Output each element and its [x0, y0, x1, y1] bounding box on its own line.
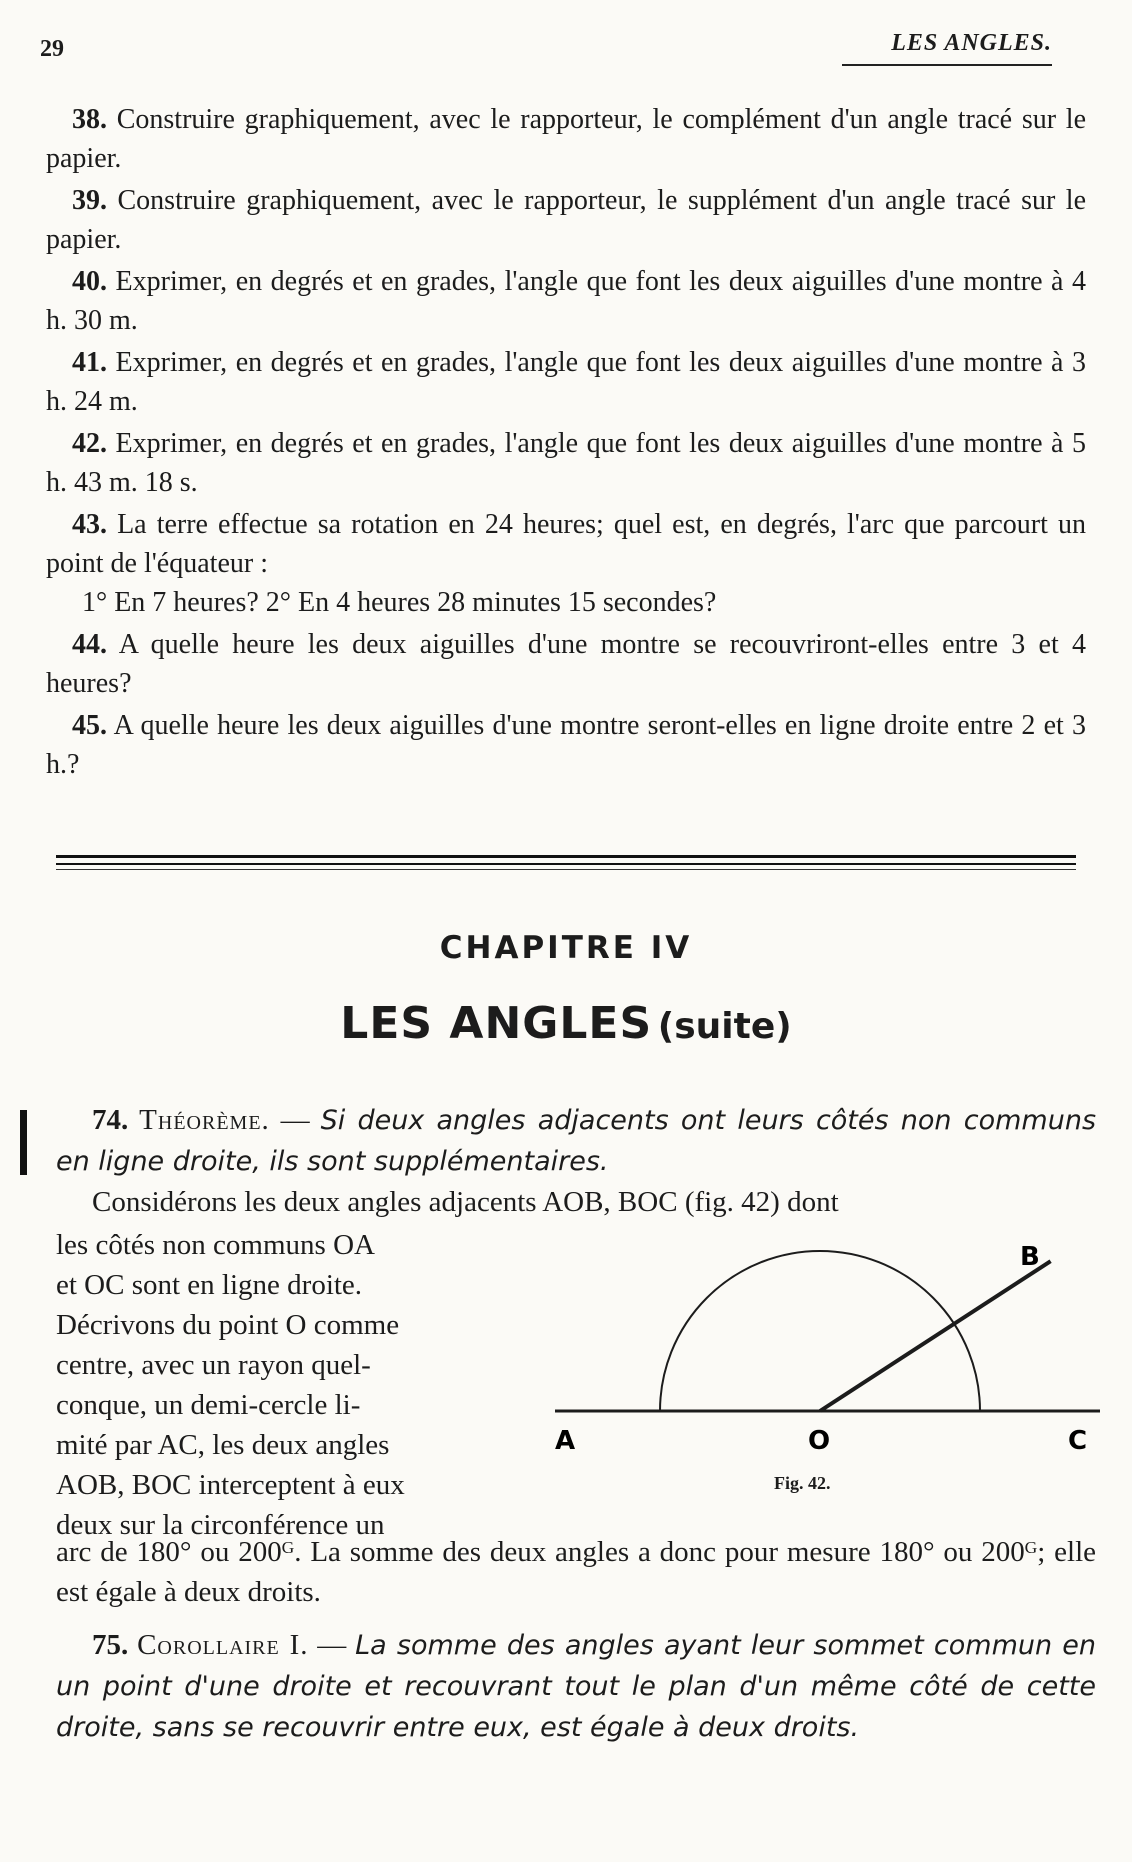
margin-mark: [20, 1110, 27, 1175]
exercise-41: 41. Exprimer, en degrés et en grades, l'angle que font les deux aiguilles d'une montre à 3 h. 24 m.: [46, 347, 1086, 417]
theorem-statement: 74. Théorème. — Si deux angles adjacents ont leurs côtés non communs en ligne droite, ils sont supplémentaires.: [56, 1104, 1097, 1177]
ray-OB: [820, 1261, 1051, 1411]
exercise-44: 44. A quelle heure les deux aiguilles d'une montre se recouvriront-elles entre 3 et 4 heures?: [46, 629, 1086, 699]
page-number: 29: [40, 36, 64, 62]
theorem-74: [56, 1100, 1096, 1222]
label-A: A: [555, 1426, 576, 1456]
exercise-42: 42. Exprimer, en degrés et en grades, l'angle que font les deux aiguilles d'une montre à 5 h. 43 m. 18 s.: [46, 428, 1086, 498]
exercise-list: [46, 100, 1086, 787]
chapter-title: [0, 998, 1132, 1049]
exercise-45: 45. A quelle heure les deux aiguilles d'une montre seront-elles en ligne droite entre 2 et 3 h.?: [46, 710, 1086, 780]
chapter-label: CHAPITRE IV: [439, 930, 693, 966]
semicircle-arc: [660, 1251, 980, 1411]
figure-caption: Fig. 42.: [774, 1473, 831, 1493]
running-title: LES ANGLES.: [891, 30, 1052, 56]
chapter-title-main: LES ANGLES: [340, 998, 653, 1049]
corollary-75: 75. Corollaire I. — La somme des angles ayant leur sommet commun en un point d'une droite et recouvrant tout le plan d'un même côté de cette droite, sans se recouvrir entre eux, est égale à deux droits.: [56, 1629, 1096, 1743]
proof-wrap-text: les côtés non communs OA et OC sont en ligne droite. Décrivons du point O comme centre, avec un rayon quel- conque, un demi-cercle li- mité par AC, les deux angles AOB, BOC interceptent à eux deux sur la circonférence un: [56, 1229, 405, 1541]
exercise-39: 39. Construire graphiquement, avec le rapporteur, le supplément d'un angle tracé sur le papier.: [46, 185, 1086, 255]
exercise-43: 43. La terre effectue sa rotation en 24 heures; quel est, en degrés, l'arc que parcourt un point de l'équateur : 1° En 7 heures? 2° En 4 heures 28 minutes 15 secondes?: [46, 505, 1086, 622]
figure-42-diagram: [550, 1225, 1110, 1495]
header-rule: [842, 64, 1052, 66]
figure-42: [550, 1225, 1110, 1495]
label-B: B: [1020, 1242, 1040, 1272]
chapter-title-sub: (suite): [657, 1006, 792, 1047]
label-O: O: [808, 1426, 831, 1456]
chapter-separator: [56, 855, 1076, 870]
label-C: C: [1068, 1426, 1088, 1456]
page-header: [40, 22, 1092, 62]
exercise-43-subparts: 1° En 7 heures? 2° En 4 heures 28 minutes 15 secondes?: [82, 587, 717, 618]
proof-conclusion: arc de 180° ou 200ᴳ. La somme des deux angles a donc pour mesure 180° ou 200ᴳ; elle est égale à deux droits.: [56, 1536, 1096, 1608]
exercise-40: 40. Exprimer, en degrés et en grades, l'angle que font les deux aiguilles d'une montre à 4 h. 30 m.: [46, 266, 1086, 336]
proof-intro: Considérons les deux angles adjacents AOB, BOC (fig. 42) dont: [92, 1186, 839, 1218]
exercise-38: 38. Construire graphiquement, avec le rapporteur, le complément d'un angle tracé sur le papier.: [46, 104, 1086, 174]
